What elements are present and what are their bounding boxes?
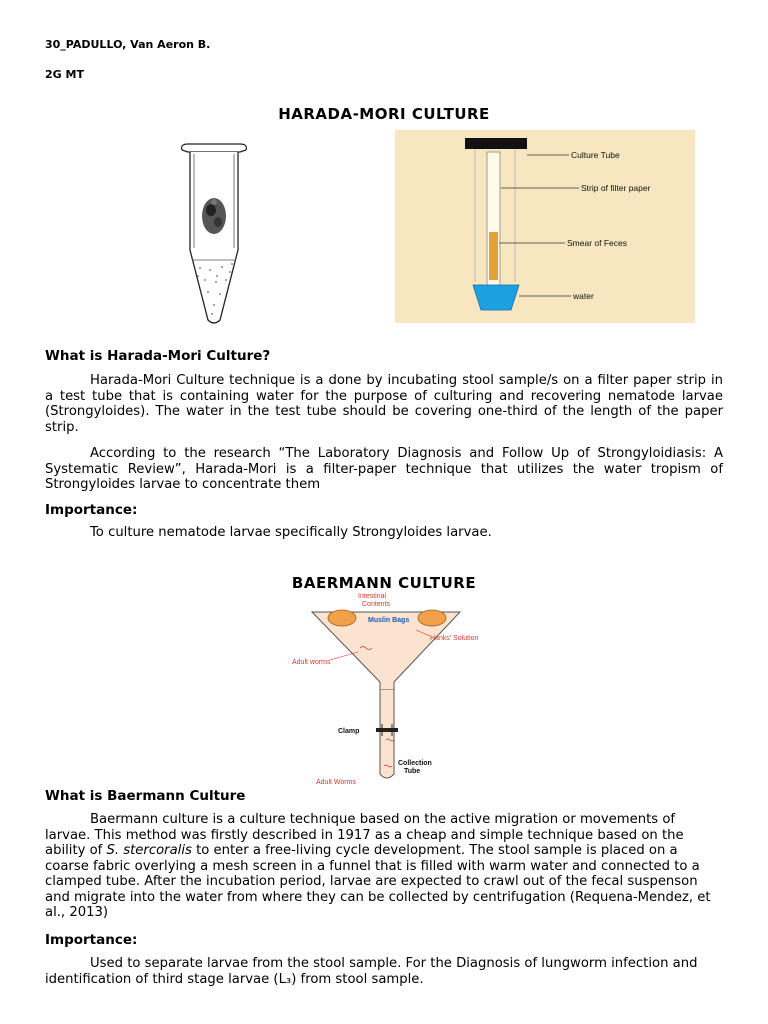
stool-blob bbox=[202, 198, 226, 234]
baermann-importance-heading: Importance: bbox=[45, 932, 138, 948]
label-culture-tube: Culture Tube bbox=[571, 150, 620, 160]
baermann-diagram bbox=[290, 590, 490, 786]
label-intestinal: Intestinal bbox=[358, 593, 387, 600]
label-muslin: Muslin Bags bbox=[368, 617, 410, 624]
baermann-para-1-a: Baermann culture is a culture technique based on the active migration or movements of larvae. This method was firstly described in 1917 as a cheap and simple technique based on the ability of bbox=[45, 812, 684, 858]
harada-what-heading: What is Harada-Mori Culture? bbox=[45, 348, 271, 364]
muslin-bag-right bbox=[418, 610, 446, 626]
label-contents: Contents bbox=[362, 601, 391, 608]
feces-smear bbox=[489, 232, 498, 280]
harada-para-2: According to the research “The Laboratory Diagnosis and Follow Up of Strongyloidiasis: A Systematic Review”, Harada-Mori is a filter-paper technique that utilizes the water tropism of Strongyloides larvae to concentrate them bbox=[45, 446, 723, 492]
label-adult-worms-bottom: Adult Worms bbox=[316, 779, 356, 786]
label-filter-strip: Strip of filter paper bbox=[581, 183, 651, 193]
water-fill bbox=[473, 285, 519, 310]
baermann-importance-text: Used to separate larvae from the stool sample. For the Diagnosis of lungworm infection and identification of third stage larvae (L₃) from stool sample. bbox=[45, 956, 698, 987]
student-name: 30_PADULLO, Van Aeron B. bbox=[45, 38, 211, 51]
test-tube-sketch bbox=[170, 130, 260, 330]
label-smear: Smear of Feces bbox=[567, 238, 627, 248]
baermann-para-1 bbox=[45, 812, 723, 921]
baermann-species: S. stercoralis bbox=[106, 843, 192, 858]
label-tube: Tube bbox=[404, 768, 421, 775]
label-hanks: Hanks' Solution bbox=[430, 635, 479, 642]
label-clamp: Clamp bbox=[338, 728, 360, 735]
harada-title: HARADA-MORI CULTURE bbox=[278, 105, 490, 123]
harada-importance-heading: Importance: bbox=[45, 502, 138, 518]
label-water: water bbox=[573, 291, 594, 301]
harada-diagram bbox=[395, 130, 695, 323]
baermann-what-heading: What is Baermann Culture bbox=[45, 788, 246, 804]
label-collection: Collection bbox=[398, 760, 432, 767]
harada-para-1: Harada-Mori Culture technique is a done by incubating stool sample/s on a filter paper strip in a test tube that is containing water for the purpose of culturing and recovering nematode larvae (Strongyloides). The water in the test tube should be covering one-third of the length of the paper strip. bbox=[45, 373, 723, 435]
tube-cap bbox=[465, 138, 527, 149]
muslin-bag-left bbox=[328, 610, 356, 626]
baermann-title: BAERMANN CULTURE bbox=[291, 574, 477, 592]
label-adult-worms: Adult worms bbox=[292, 659, 331, 666]
harada-importance-text: To culture nematode larvae specifically Strongyloides larvae. bbox=[90, 525, 492, 540]
clamp-bar bbox=[376, 728, 398, 732]
baermann-para-1-b: to enter a free-living cycle development. The stool sample is placed on a coarse fabric overlying a mesh screen in a funnel that is filled with warm water and connected to a clamped tube. After the incubation period, larvae are expected to crawl out of the fecal suspenson and migrate into the water from where they can be collected by centrifugation (Requena-Mendez, et al., 2013) bbox=[45, 843, 711, 920]
student-section: 2G MT bbox=[45, 68, 84, 81]
